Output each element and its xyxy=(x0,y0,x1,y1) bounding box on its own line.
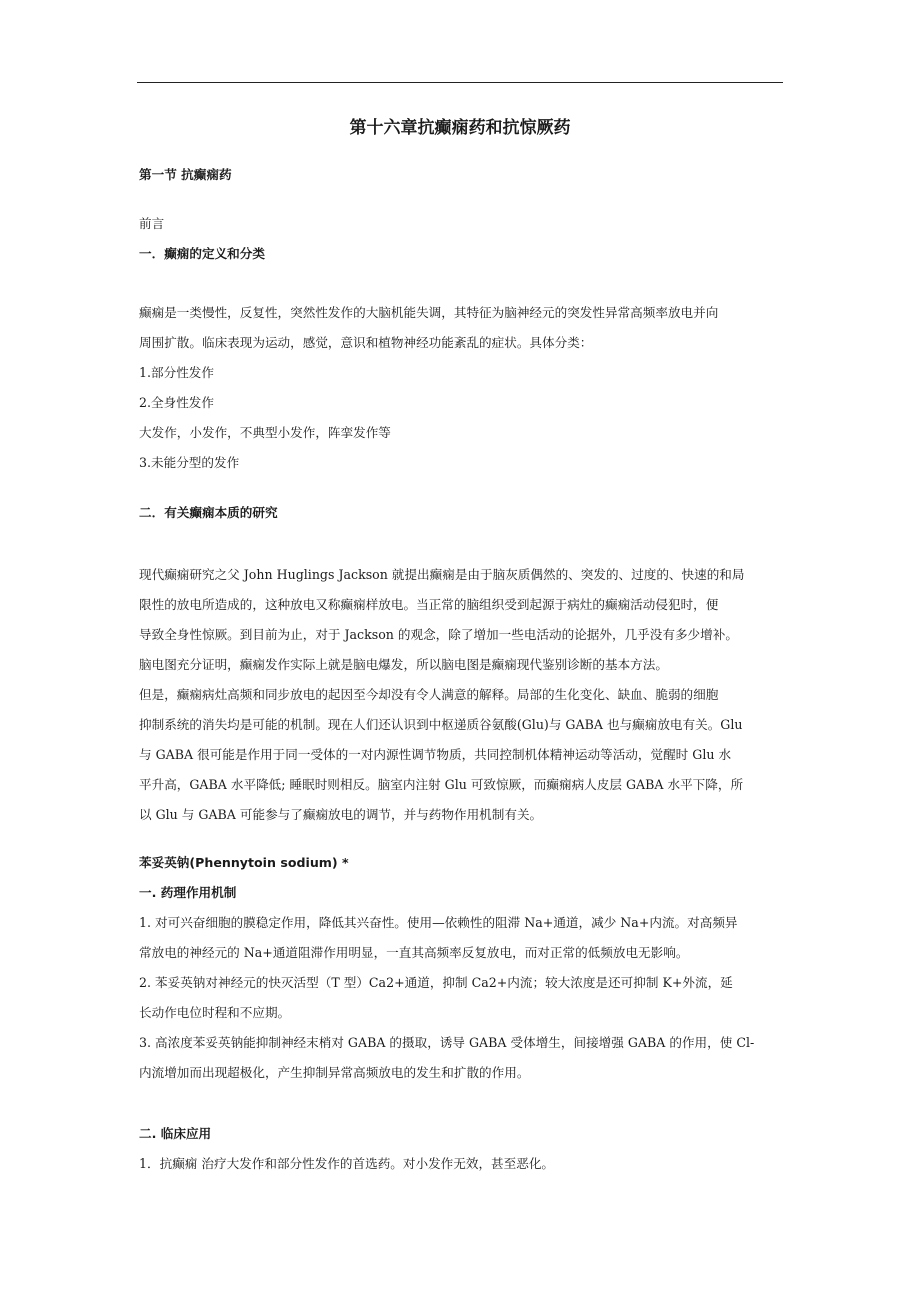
mechanism-paragraph xyxy=(139,908,785,1088)
text-line: 抑制系统的消失均是可能的机制。现在人们还认识到中枢递质谷氨酸(Glu)与 GABA 也与癫痫放电有关。Glu xyxy=(139,717,743,732)
header-rule xyxy=(137,82,783,83)
clinical-paragraph xyxy=(139,1149,785,1179)
text-line: 常放电的神经元的 Na+通道阻滞作用明显，一直其高频率反复放电，而对正常的低频放电无影响。 xyxy=(139,945,689,960)
heading-mechanism: 一. 药理作用机制 xyxy=(139,885,237,900)
text-line: 1.部分性发作 xyxy=(139,365,214,380)
text-line: 内流增加而出现超极化，产生抑制异常高频放电的发生和扩散的作用。 xyxy=(139,1065,530,1080)
text-line: 3.未能分型的发作 xyxy=(139,455,240,470)
text-line: 2.全身性发作 xyxy=(139,395,214,410)
preface-label: 前言 xyxy=(139,216,165,231)
heading-definition: 一．癫痫的定义和分类 xyxy=(139,246,265,261)
definition-paragraph xyxy=(139,298,785,478)
text-line: 限性的放电所造成的，这种放电又称癫痫样放电。当正常的脑组织受到起源于病灶的癫痫活动侵犯时，便 xyxy=(139,597,719,612)
text-line: 现代癫痫研究之父 John Huglings Jackson 就提出癫痫是由于脑灰质偶然的、突发的、过度的、快速的和局 xyxy=(139,567,745,582)
text-line: 平升高，GABA 水平降低; 睡眠时则相反。脑室内注射 Glu 可致惊厥，而癫痫病人皮层 GABA 水平下降，所 xyxy=(139,777,744,792)
text-line: 脑电图充分证明，癫痫发作实际上就是脑电爆发，所以脑电图是癫痫现代鉴别诊断的基本方法。 xyxy=(139,657,668,672)
text-line: 与 GABA 很可能是作用于同一受体的一对内源性调节物质，共同控制机体精神运动等活动，觉醒时 Glu 水 xyxy=(139,747,732,762)
page-title: 第十六章抗癫痫药和抗惊厥药 xyxy=(349,118,571,138)
text-line: 长动作电位时程和不应期。 xyxy=(139,1005,291,1020)
text-line: 1．抗癫痫 治疗大发作和部分性发作的首选药。对小发作无效，甚至恶化。 xyxy=(139,1156,555,1171)
text-line: 以 Glu 与 GABA 可能参与了癫痫放电的调节，并与药物作用机制有关。 xyxy=(139,807,543,822)
text-line: 但是，癫痫病灶高频和同步放电的起因至今却没有令人满意的解释。局部的生化变化、缺血、脆弱的细胞 xyxy=(139,687,719,702)
text-line: 2. 苯妥英钠对神经元的快灭活型（T 型）Ca2+通道，抑制 Ca2+内流；较大浓度是还可抑制 K+外流，延 xyxy=(139,975,733,990)
section-heading: 第一节 抗癫痫药 xyxy=(139,167,232,182)
drug-heading: 苯妥英钠(Phennytoin sodium) * xyxy=(139,855,349,870)
text-line: 大发作，小发作，不典型小发作，阵挛发作等 xyxy=(139,425,391,440)
text-line: 1. 对可兴奋细胞的膜稳定作用，降低其兴奋性。使用—依赖性的阻滞 Na+通道，减少 Na+内流。对高频异 xyxy=(139,915,738,930)
heading-research: 二．有关癫痫本质的研究 xyxy=(139,505,278,520)
research-paragraph xyxy=(139,560,785,830)
text-line: 3. 高浓度苯妥英钠能抑制神经末梢对 GABA 的摄取，诱导 GABA 受体增生，间接增强 GABA 的作用，使 Cl- xyxy=(139,1035,755,1050)
text-line: 周围扩散。临床表现为运动，感觉，意识和植物神经功能紊乱的症状。具体分类： xyxy=(139,335,593,350)
heading-clinical: 二. 临床应用 xyxy=(139,1126,212,1141)
text-line: 癫痫是一类慢性，反复性，突然性发作的大脑机能失调，其特征为脑神经元的突发性异常高频率放电并向 xyxy=(139,305,719,320)
text-line: 导致全身性惊厥。到目前为止，对于 Jackson 的观念，除了增加一些电活动的论据外，几乎没有多少增补。 xyxy=(139,627,738,642)
